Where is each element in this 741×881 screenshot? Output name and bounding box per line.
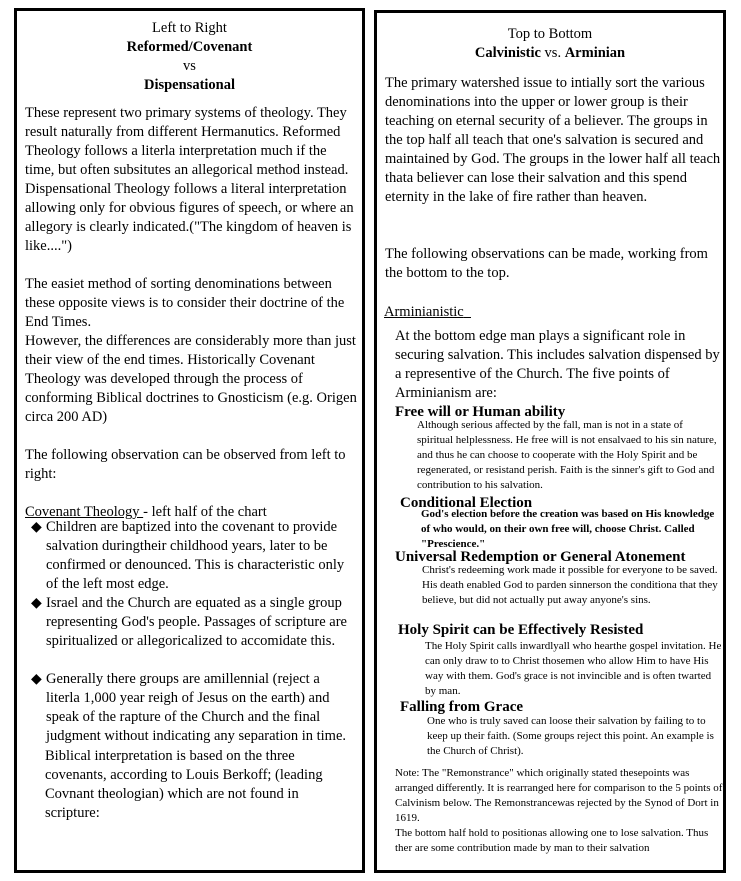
bottom-half-note: The bottom half hold to positionas allowing one to lose salvation. Thus ther are some contribution made by man to their salvation — [395, 827, 709, 854]
right-paragraph-1: The primary watershed issue to intially sort the various denominations into the upper or lower group is their teaching on eternal security of a believer. The groups in the top half all teach that one's salvation is secured and maintained by God. The groups in the lower half all teach thata believer can lose their salvation and this spend eternity in the lake of fire rather than heaven. — [385, 75, 721, 205]
left-title-block — [17, 19, 362, 95]
right-title-block — [377, 25, 723, 63]
remonstrance-note: Note: The "Remonstrance" which originally stated thesepoints was arranged differently. It is rearranged here for comparison to the 5 points of Calvinism below. The Remonstrancewas rejected by the Synod of Dort in 1619. — [395, 767, 723, 824]
right-title-calvinistic: Calvinistic — [474, 45, 541, 61]
left-paragraph-3: However, the differences are considerably more than just their view of the end times. Historically Covenant Theology was developed through the process of conforming Biblical doctrines to Gnosticism (e.g. Origen circa 200 AD) — [25, 333, 357, 425]
left-title-line3: vs — [183, 58, 196, 74]
point-heading: Conditional Election — [400, 495, 533, 511]
covenant-bullet — [31, 518, 357, 594]
diamond-bullet-icon: ◆ — [31, 520, 42, 535]
left-title-line4: Dispensational — [143, 77, 236, 93]
point-heading: Universal Redemption or General Atonement — [395, 549, 686, 565]
covenant-heading-underlined: Covenant Theology — [25, 504, 144, 520]
diamond-bullet-icon: ◆ — [31, 672, 42, 687]
covenant-bullet-text: Children are baptized into the covenant to provide salvation duringtheir childhood years, later to be confirmed or denounced. This is characteristic only of the left most edge. — [46, 519, 345, 592]
point-heading: Falling from Grace — [400, 699, 524, 715]
covenant-bullet — [31, 594, 357, 651]
point-text: Christ's redeeming work made it possible for everyone to be saved. His death enabled God to parden sinnerson the conditiona that they believe, but did not actually put away anyone's sins. — [422, 564, 718, 606]
arminianistic-label — [384, 303, 484, 322]
right-panel — [374, 10, 726, 873]
right-title-vs: vs. — [540, 45, 565, 61]
right-paragraph-2: The following observations can be made, working from the bottom to the top. — [385, 246, 708, 281]
point-text: One who is truly saved can loose their salvation by failing to to keep up their faith. (Some groups reject this point. An example is the Church of Christ). — [427, 715, 714, 757]
left-title-line1: Left to Right — [152, 20, 227, 36]
arminianistic-label-text: Arminianistic — [384, 304, 464, 320]
point-heading: Holy Spirit can be Effectively Resisted — [398, 622, 644, 638]
left-panel — [14, 8, 365, 873]
covenant-heading-rest: - left half of the chart — [143, 504, 267, 520]
point-text: Although serious affected by the fall, man is not in a state of spiritual helplessness. He free will is not ensalvaed to his sin nature, and thus he can choose to cooperate with the Holy Spirit and be regenerated, or resistand perish. Faith is the sinner's gift to God and contribution to his salvation. — [417, 419, 717, 491]
point-heading: Free will or Human ability — [395, 404, 566, 420]
left-paragraph-4: The following observation can be observed from left to right: — [25, 447, 346, 482]
left-title-line2: Reformed/Covenant — [126, 39, 253, 55]
left-paragraph-2: The easiet method of sorting denominations between these opposite views is to consider their doctrine of the End Times. — [25, 276, 345, 330]
left-paragraph-1: These represent two primary systems of theology. They result naturally from different Hermanutics. Reformed Theology follows a literla interpretation much if the time, but often subsitutes an allegorical method instead. Dispensational Theology follows a literal interpretation allowing only for obvious figures of speech, or where an allegory is clearly indicated.("The kingdom of heaven is like....") — [25, 105, 354, 254]
point-text: God's election before the creation was based on His knowledge of who would, on their own free will, choose Christ. Called "Prescience." — [421, 508, 715, 550]
covenant-bullet-text: Israel and the Church are equated as a single group representing God's people. Passages of scripture are spiritualized or allegoricalized to accomidate this. — [46, 595, 347, 649]
covenant-bullet-text: Generally there groups are amillennial (reject a literla 1,000 year reigh of Jesus on the earth) and speak of the rapture of the Church and the final judgment without indicating any separation in time. — [46, 671, 347, 744]
right-title-arminian: Arminian — [564, 45, 626, 61]
covenant-bullet — [31, 670, 357, 746]
right-title-line1: Top to Bottom — [507, 26, 593, 42]
diamond-bullet-icon: ◆ — [31, 596, 42, 611]
arminian-intro: At the bottom edge man plays a significant role in securing salvation. This includes salvation dispensed by a representive of the Church. The five points of Arminianism are: — [395, 328, 720, 401]
left-paragraph-5: Biblical interpretation is based on the three covenants, according to Louis Berkoff; (leading Covnant theologian) which are not found in scripture: — [45, 748, 323, 821]
point-text: The Holy Spirit calls inwardlyall who hearthe gospel invitation. He can only draw to to Christ thosemen who allow Him to have His way with them. God's grace is not invincible and is often twarted by man. — [425, 640, 722, 697]
